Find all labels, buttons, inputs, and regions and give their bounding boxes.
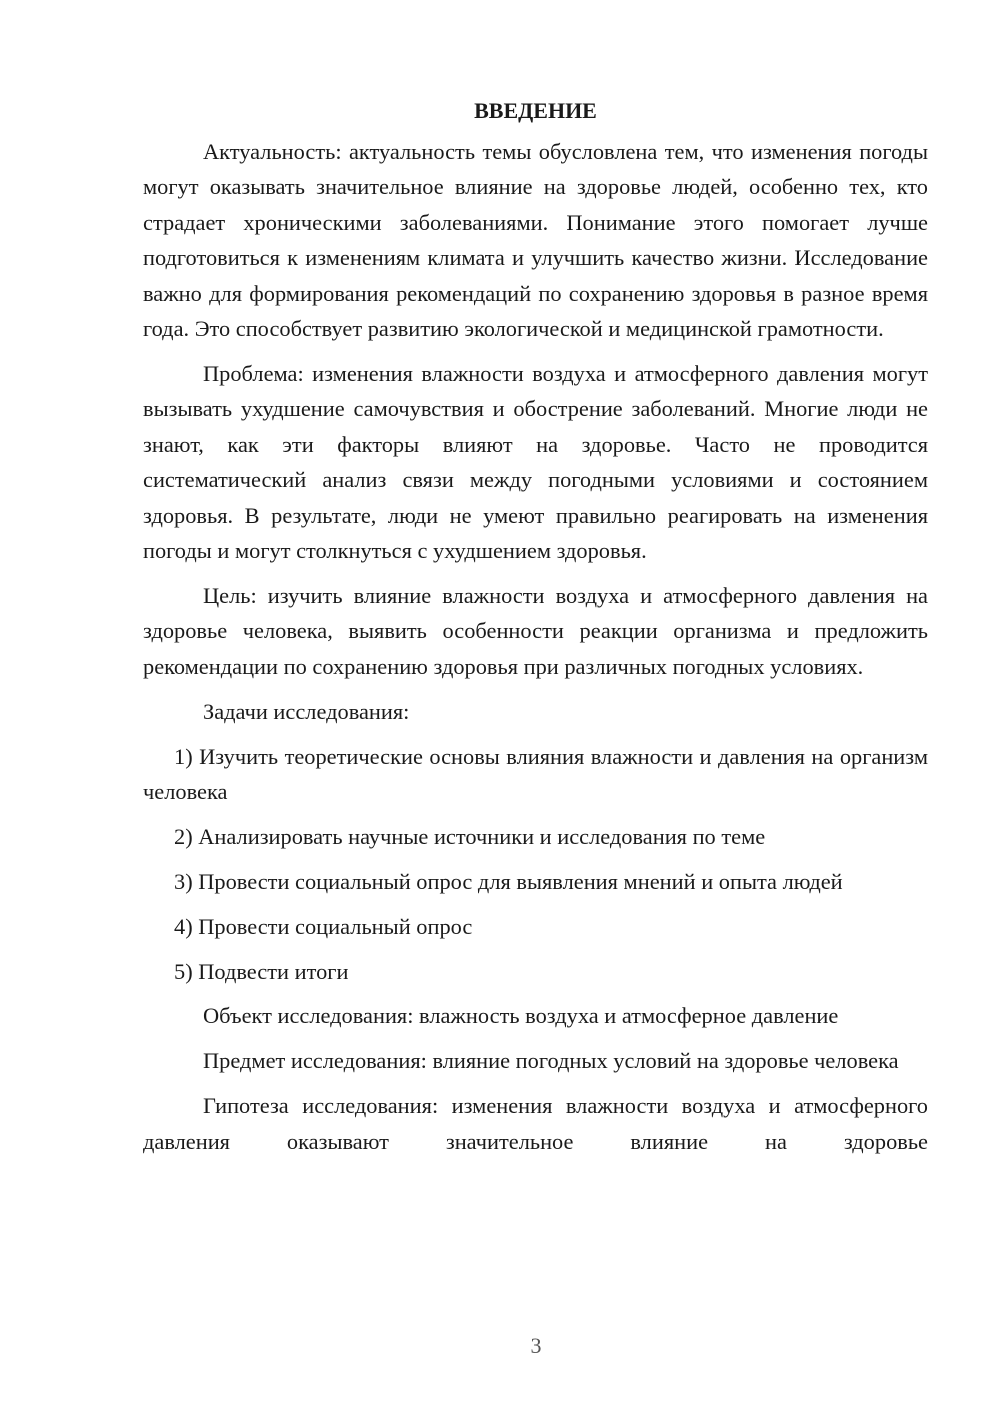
task-item-2: 2) Анализировать научные источники и исследования по теме [174, 823, 766, 849]
page-content [143, 93, 928, 1169]
subject-paragraph: Предмет исследования: влияние погодных условий на здоровье человека [203, 1048, 899, 1074]
task-item-3: 3) Провести социальный опрос для выявления мнений и опыта людей [174, 868, 843, 894]
problem-paragraph: Проблема: изменения влажности воздуха и атмосферного давления могут вызывать ухудшение самочувствия и обострение заболеваний. Многие люди не знают, как эти факторы влияют на здоровье. Часто не проводится систематический анализ связи между погодными условиями и состоянием здоровья. В результате, люди не умеют правильно реагировать на изменения погоды и могут столкнуться с ухудшением здоровья. [143, 360, 928, 563]
object-paragraph: Объект исследования: влажность воздуха и атмосферное давление [203, 1003, 839, 1029]
task-item-5: 5) Подвести итоги [174, 958, 349, 984]
task-item-4: 4) Провести социальный опрос [174, 913, 473, 939]
goal-paragraph: Цель: изучить влияние влажности воздуха и атмосферного давления на здоровье человека, выявить особенности реакции организма и предложить рекомендации по сохранению здоровья при различных погодных условиях. [143, 582, 928, 679]
page-number: 3 [530, 1333, 542, 1358]
relevance-paragraph: Актуальность: актуальность темы обусловлена тем, что изменения погоды могут оказывать значительное влияние на здоровье людей, особенно тех, кто страдает хроническими заболеваниями. Понимание этого помогает лучше подготовиться к изменениям климата и улучшить качество жизни. Исследование важно для формирования рекомендаций по сохранению здоровья в разное время года. Это способствует развитию экологической и медицинской грамотности. [143, 139, 928, 342]
tasks-title: Задачи исследования: [203, 698, 410, 724]
section-heading: ВВЕДЕНИЕ [474, 98, 597, 123]
task-item-1: 1) Изучить теоретические основы влияния влажности и давления на организм человека [143, 743, 928, 804]
hypothesis-paragraph: Гипотеза исследования: изменения влажности воздуха и атмосферного давления оказывают значительное влияние на здоровье [143, 1093, 928, 1154]
